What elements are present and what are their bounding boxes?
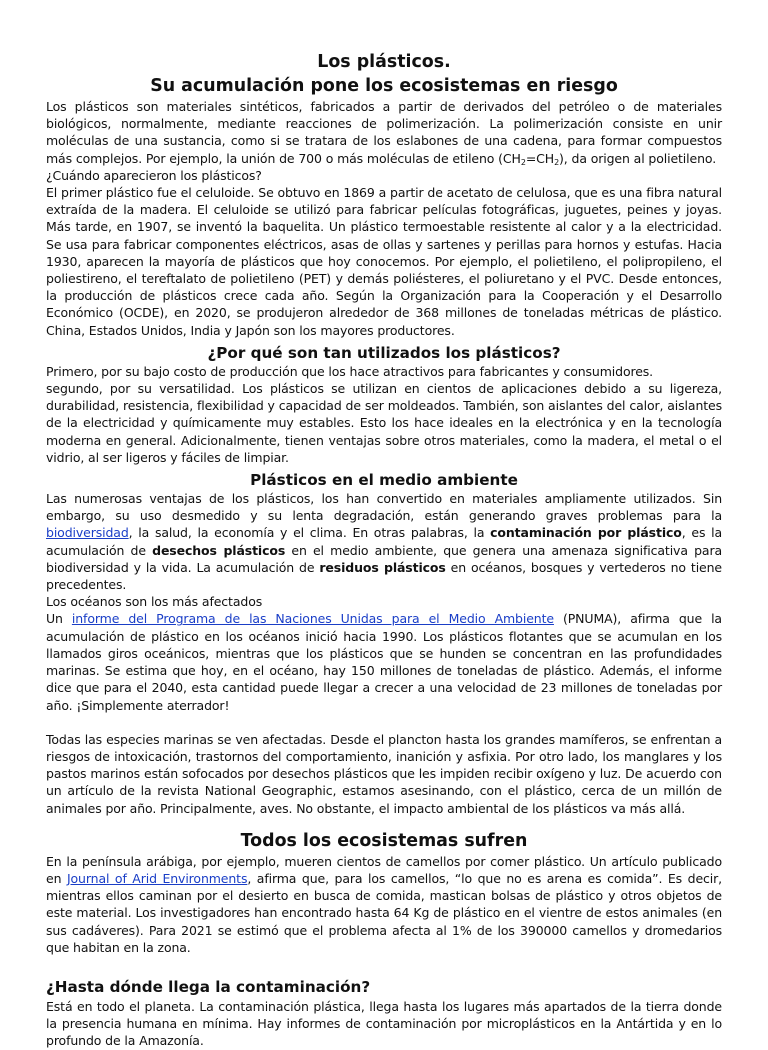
intro-text-c: ), da origen al polietileno. [559, 150, 717, 166]
why-paragraph-2: segundo, por su versatilidad. Los plásticos se utilizan en cientos de aplicaciones debido a su ligereza, durabilidad, resistencia, flexibilidad y capacidad de ser moldeados. También, son aislantes del calor, aislantes de la electricidad y químicamente muy estables. Esto los hace ideales en la electrónica y en la tecnología moderna en general. Adicionalmente, tienen ventajas sobre otros materiales, como la madera, el metal o el vidrio, al ser ligeros y fáciles de limpiar. [46, 381, 722, 465]
subscript-2: 2 [554, 157, 560, 167]
history-question: ¿Cuándo aparecieron los plásticos? [46, 167, 262, 183]
ecosystems-heading: Todos los ecosistemas sufren [240, 830, 528, 851]
eco-text-a: En la península arábiga, por ejemplo, mueren cientos de camellos por comer plástico. Un artículo publicado en [46, 853, 722, 886]
env-text-d: en el medio ambiente, que genera una amenaza significativa para biodiversidad y la vida. La acumulación de [46, 542, 723, 575]
environment-heading: Plásticos en el medio ambiente [250, 471, 518, 490]
bold-residuos: residuos plásticos [319, 559, 446, 575]
environment-paragraph-3: Todas las especies marinas se ven afectadas. Desde el plancton hasta los grandes mamíferos, se enfrentan a riesgos de intoxicación, trastornos del comportamiento, inanición y asfixia. Por otro lado, los manglares y los pastos marinos están sofocados por desechos plásticos que les impiden recibir oxígeno y luz. De acuerdo con un artículo de la revista National Geographic, estamos asesinando, con el plástico, cerca de un millón de animales por año. Principalmente, aves. No obstante, el impacto ambiental de los plásticos va más allá. [46, 731, 722, 816]
intro-paragraph [46, 98, 722, 167]
eco-text-b: , afirma que, para los camellos, “lo que no es arena es comida”. Es decir, mientras ellos caminan por el desierto en busca de comida, mastican bolsas de plástico y otros objetos de este material. Los investigadores han encontrado hasta 64 Kg de plástico en el vientre de estos animales (en sus cadáveres). Para 2021 se estimó que el problema afecta al 1% de los 390000 camellos y dromedarios que habitan en la zona. [46, 870, 722, 955]
intro-text-a: Los plásticos son materiales sintéticos, fabricados a partir de derivados del petróleo o de materiales biológicos, normalmente, mediante reacciones de polimerización. La polimerización consiste en unir moléculas de una sustancia, como si se tratara de los eslabones de una cadena, para formar compuestos más complejos. Por ejemplo, la unión de 700 o más moléculas de etileno (CH [46, 99, 722, 166]
env-text-c: , es la acumulación de [46, 525, 722, 558]
why-heading: ¿Por qué son tan utilizados los plásticos? [207, 343, 561, 362]
env2-text-a: Un [46, 611, 72, 627]
env-text-b: , la salud, la economía y el clima. En otras palabras, la [128, 525, 491, 541]
history-paragraph: El primer plástico fue el celuloide. Se obtuvo en 1869 a partir de acetato de celulosa, que es una fibra natural extraída de la madera. El celuloide se utilizó para fabricar películas fotográficas, juguetes, peines y joyas. Más tarde, en 1907, se inventó la baquelita. Un plástico termoestable resistente al calor y a la electricidad. Se usa para fabricar componentes eléctricos, asas de ollas y sartenes y perillas para hornos y estufas. Hacia 1930, aparecen la mayoría de plásticos que hoy conocemos. Por ejemplo, el polietileno, el polipropileno, el poliestireno, el tereftalato de polietileno (PET) y demás poliésteres, el poliuretano y el PVC. Desde entonces, la producción de plásticos crece cada año. Según la Organización para la Cooperación y el Desarrollo Económico (OCDE), en 2020, se produjeron alrededor de 368 millones de toneladas métricas de plástico. China, Estados Unidos, India y Japón son los mayores productores. [46, 185, 722, 338]
ecosystems-paragraph [46, 853, 722, 956]
environment-paragraph-2 [46, 610, 722, 713]
env2-text-b: (PNUMA), afirma que la acumulación de plástico en los océanos inició hacia 1990. Los plásticos flotantes que se acumulan en los llamados giros oceánicos, mientras que los plásticos que se hunden se concentran en las profundidades marinas. Se estima que hoy, en el océano, hay 150 millones de toneladas de plástico. Además, el informe dice que para el 2040, esta cantidad puede llegar a crecer a una velocidad de 23 millones de toneladas por año. ¡Simplemente aterrador! [46, 611, 722, 713]
link-journal-arid[interactable]: Journal of Arid Environments [66, 870, 248, 886]
title-line-1: Los plásticos. [317, 52, 451, 72]
subscript-2: 2 [520, 157, 526, 167]
env-text-e: en océanos, bosques y vertederos no tiene precedentes. [46, 559, 722, 593]
reach-paragraph: Está en todo el planeta. La contaminación plástica, llega hasta los lugares más apartados de la tierra donde la presencia humana en mínima. Hay informes de contaminación por microplásticos en la Antártida y en lo profundo de la Amazonía. [46, 998, 722, 1049]
env-text-a: Las numerosas ventajas de los plásticos, los han convertido en materiales ampliamente utilizados. Sin embargo, su uso desmedido y su lenta degradación, están generando graves problemas para la [46, 491, 722, 524]
title-line-2: Su acumulación pone los ecosistemas en riesgo [150, 76, 618, 96]
reach-heading: ¿Hasta dónde llega la contaminación? [46, 977, 371, 996]
bold-desechos: desechos plásticos [152, 542, 286, 558]
why-paragraph-1: Primero, por su bajo costo de producción que los hace atractivos para fabricantes y consumidores. [46, 363, 654, 379]
link-biodiversidad[interactable]: biodiversidad [46, 525, 129, 541]
link-pnuma-report[interactable]: informe del Programa de las Naciones Unidas para el Medio Ambiente [71, 611, 554, 627]
bold-contaminacion: contaminación por plástico [490, 525, 682, 541]
document-title [46, 50, 722, 98]
oceans-label: Los océanos son los más afectados [46, 594, 263, 610]
environment-paragraph-1 [46, 490, 722, 593]
intro-text-b: =CH [525, 150, 555, 166]
